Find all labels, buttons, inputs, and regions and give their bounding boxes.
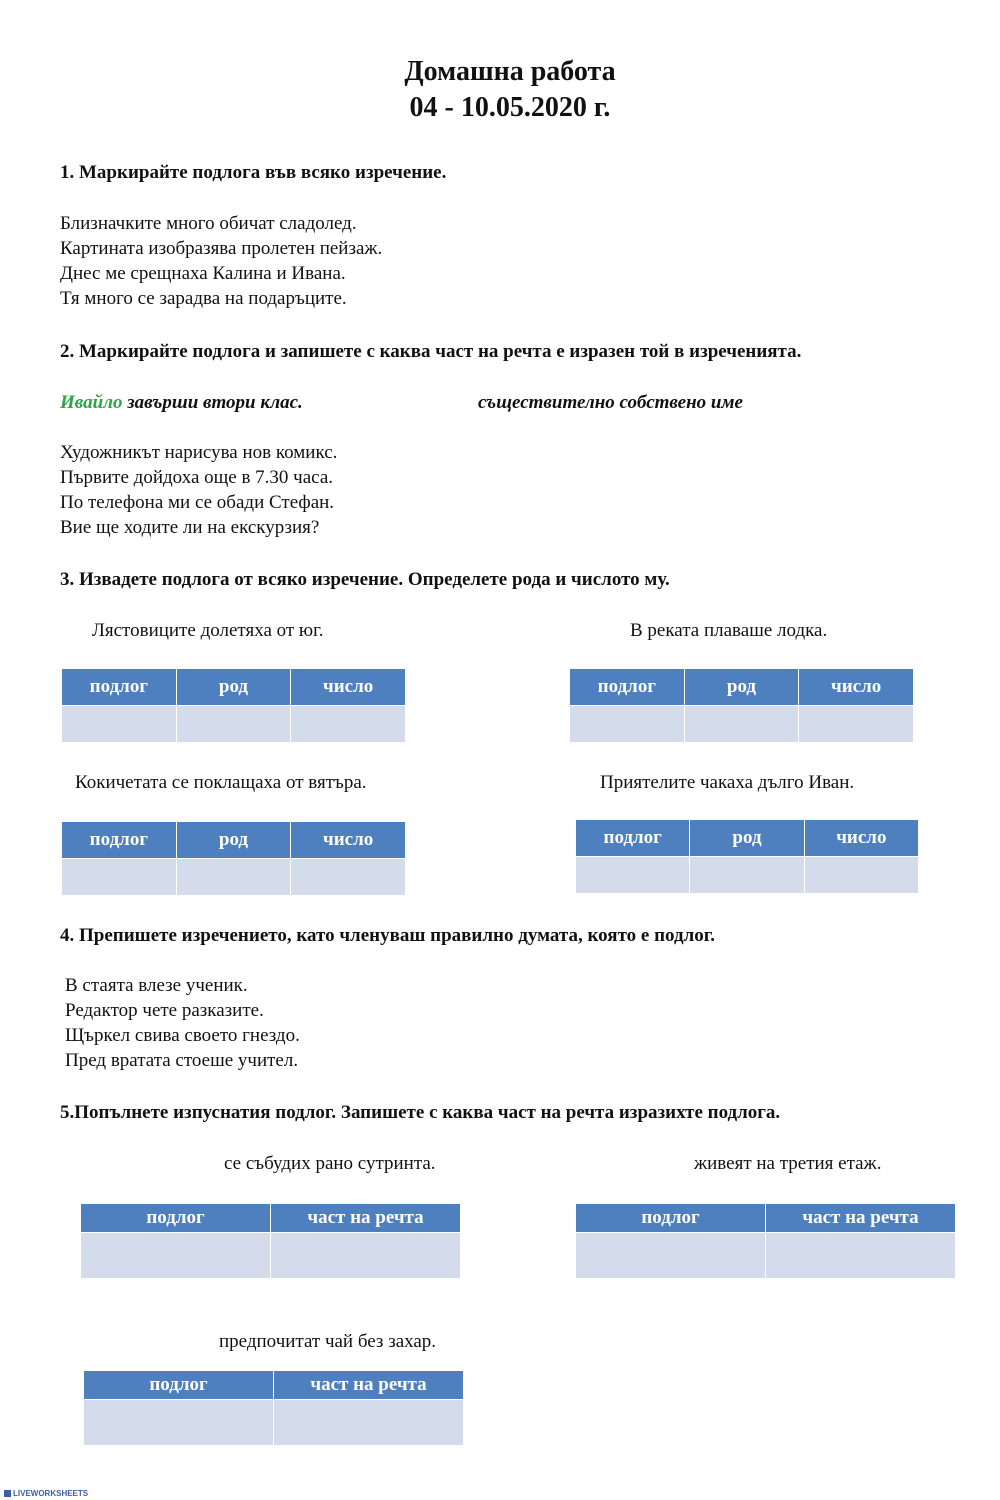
section2-sentence-1[interactable]: Художникът нарисува нов комикс.	[60, 442, 338, 463]
example-sentence	[60, 392, 303, 414]
section2-heading: 2. Маркирайте подлога и запишете с каква част на речта е изразен той в изреченията.	[60, 341, 802, 362]
example-rest: завърши втори клас.	[122, 392, 303, 413]
col-gender: род	[684, 669, 799, 706]
answer-cell-number[interactable]	[799, 706, 914, 743]
answer-cell-number[interactable]	[291, 859, 406, 896]
answer-cell-gender[interactable]	[684, 706, 799, 743]
section4-sentence-1: В стаята влезе ученик.	[65, 975, 248, 996]
section3-table-4	[575, 819, 919, 894]
col-gender: род	[176, 669, 291, 706]
section5-sentence-1: се събудих рано сутринта.	[224, 1153, 436, 1174]
col-part-of-speech: част на речта	[274, 1371, 464, 1400]
answer-cell-subject[interactable]	[576, 1233, 766, 1279]
section2-sentence-4[interactable]: Вие ще ходите ли на екскурзия?	[60, 517, 320, 538]
col-part-of-speech: част на речта	[271, 1204, 461, 1233]
section1-sentence-4[interactable]: Тя много се зарадва на подаръците.	[60, 288, 347, 309]
answer-cell-subject[interactable]	[576, 857, 690, 894]
section2-sentence-2[interactable]: Първите дойдоха още в 7.30 часа.	[60, 467, 334, 488]
answer-cell-number[interactable]	[291, 706, 406, 743]
section3-heading: 3. Извадете подлога от всяко изречение. Определете рода и числото му.	[60, 569, 670, 590]
example-answer: съществително собствено име	[478, 392, 743, 413]
answer-cell-gender[interactable]	[176, 859, 291, 896]
col-subject: подлог	[62, 822, 177, 859]
section3-sentence-3: Кокичетата се поклащаха от вятъра.	[75, 772, 367, 793]
col-gender: род	[176, 822, 291, 859]
answer-cell-gender[interactable]	[690, 857, 804, 894]
answer-cell-subject[interactable]	[84, 1400, 274, 1446]
col-number: число	[291, 822, 406, 859]
answer-cell-subject[interactable]	[570, 706, 685, 743]
col-number: число	[804, 820, 918, 857]
col-subject: подлог	[62, 669, 177, 706]
answer-cell-subject[interactable]	[62, 859, 177, 896]
col-subject: подлог	[576, 820, 690, 857]
page-date: 04 - 10.05.2020 г.	[409, 92, 611, 123]
section5-table-2	[575, 1203, 956, 1279]
section1-sentence-2[interactable]: Картината изобразява пролетен пейзаж.	[60, 238, 383, 259]
section5-table-3	[83, 1370, 464, 1446]
section4-sentence-2: Редактор чете разказите.	[65, 1000, 264, 1021]
page-title: Домашна работа	[404, 56, 616, 87]
answer-cell-subject[interactable]	[81, 1233, 271, 1279]
footer-brand	[4, 1489, 88, 1498]
col-number: число	[799, 669, 914, 706]
section1-heading: 1. Маркирайте подлога във всяко изречение.	[60, 162, 447, 183]
answer-cell-number[interactable]	[804, 857, 918, 894]
example-subject: Ивайло	[60, 392, 123, 413]
liveworksheets-logo-icon	[4, 1490, 11, 1497]
answer-cell-subject[interactable]	[62, 706, 177, 743]
section5-sentence-3: предпочитат чай без захар.	[219, 1331, 437, 1352]
section4-heading: 4. Препишете изречението, като членуваш правилно думата, която е подлог.	[60, 925, 715, 946]
col-number: число	[291, 669, 406, 706]
col-subject: подлог	[81, 1204, 271, 1233]
section3-table-1	[61, 668, 406, 743]
answer-cell-part-of-speech[interactable]	[274, 1400, 464, 1446]
answer-cell-part-of-speech[interactable]	[271, 1233, 461, 1279]
section3-sentence-2: В реката плаваше лодка.	[630, 620, 828, 641]
section1-sentence-3[interactable]: Днес ме срещнаха Калина и Ивана.	[60, 263, 346, 284]
section2-sentence-3[interactable]: По телефона ми се обади Стефан.	[60, 492, 335, 513]
answer-cell-part-of-speech[interactable]	[766, 1233, 956, 1279]
section1-sentence-1[interactable]: Близначките много обичат сладолед.	[60, 213, 357, 234]
col-part-of-speech: част на речта	[766, 1204, 956, 1233]
section5-table-1	[80, 1203, 461, 1279]
section4-sentence-4: Пред вратата стоеше учител.	[65, 1050, 299, 1071]
section5-heading: 5.Попълнете изпуснатия подлог. Запишете с каква част на речта изразихте подлога.	[60, 1102, 781, 1123]
col-subject: подлог	[576, 1204, 766, 1233]
footer-brand-text: LIVEWORKSHEETS	[13, 1489, 89, 1498]
section3-sentence-4: Приятелите чакаха дълго Иван.	[600, 772, 855, 793]
col-subject: подлог	[570, 669, 685, 706]
section5-sentence-2: живеят на третия етаж.	[694, 1153, 882, 1174]
section3-table-2	[569, 668, 914, 743]
col-subject: подлог	[84, 1371, 274, 1400]
section3-table-3	[61, 821, 406, 896]
answer-cell-gender[interactable]	[176, 706, 291, 743]
section4-sentence-3: Щъркел свива своето гнездо.	[65, 1025, 300, 1046]
col-gender: род	[690, 820, 804, 857]
section3-sentence-1: Лястовиците долетяха от юг.	[92, 620, 324, 641]
